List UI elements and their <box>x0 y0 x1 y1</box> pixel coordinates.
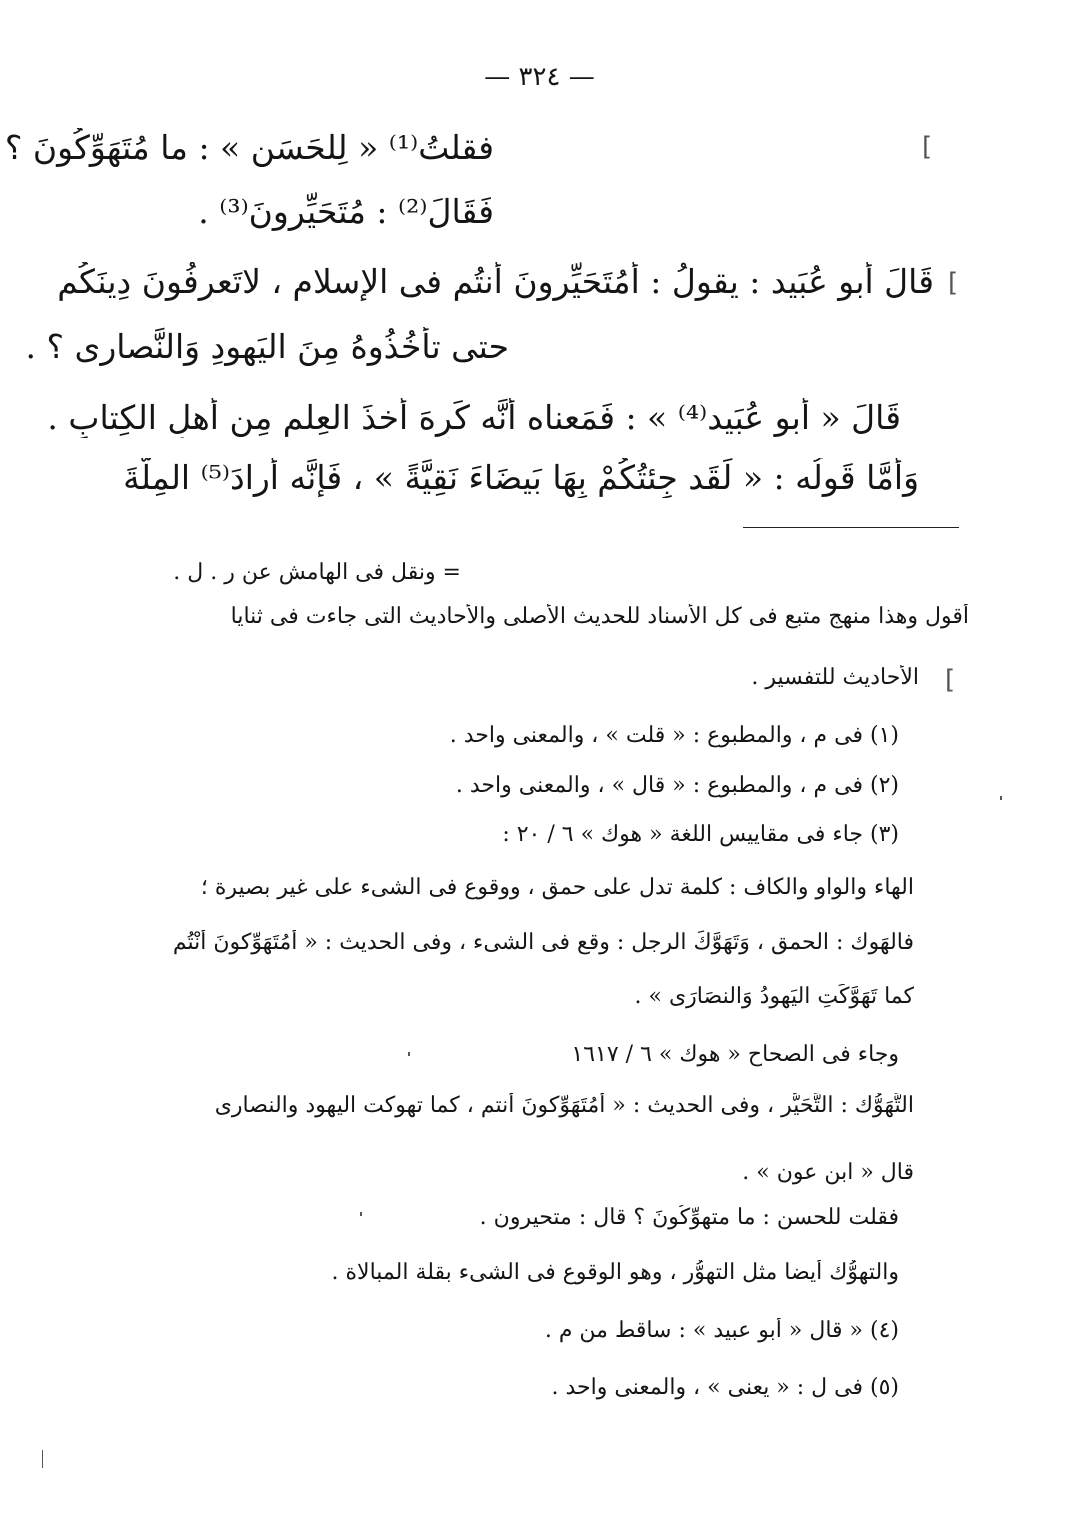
footnote-line: فالهَوك : الحمق ، وَتَهَوَّكَ الرجل : وقع فى الشىء ، وفى الحديث : « أَمُتَهَوِّكونَ أَنْتُم <box>172 930 914 955</box>
scan-speck <box>360 1212 362 1216</box>
footnote-line: التَّهَوُّك : التَّحَيُّر ، وفى الحديث : « أَمُتَهَوِّكونَ أنتم ، كما تهوكت اليهود والنصارى <box>214 1093 914 1118</box>
footnote-line: (٥) فى ل : « يعنى » ، والمعنى واحد . <box>551 1375 899 1400</box>
main-text-line: قَالَ أَبو عُبَيد : يقولُ : أَمُتَحَيِّرونَ أَنتُم فى الإسلامِ ، لاتَعرِفُونَ دِينَكُم <box>57 262 934 301</box>
main-text-line: حتى تأْخُذُوهُ مِنَ اليَهودِ وَالنَّصارى ؟ . <box>25 327 509 366</box>
footnote-line: الهاء والواو والكاف : كلمة تدل على حمق ، ووقوع فى الشىء على غير بصيرة ؛ <box>200 875 914 900</box>
footnote-line: الأحاديث للتفسير . <box>751 665 919 690</box>
footnote-line: (٤) « قال « أبو عبيد » : ساقط من م . <box>544 1318 899 1343</box>
footnote-line: وجاء فى الصحاح « هوك » ٦ / ١٦١٧ <box>571 1042 899 1067</box>
scan-speck <box>408 1052 410 1056</box>
footnote-line: = ونقل فى الهامش عن ر . ل . <box>173 560 461 585</box>
main-text-line: وَأَمَّا قَولُه : « لَقَد جِئتُكُمْ بِهَا بَيضَاءَ نَقِيَّةً » ، فَإِنَّه أَرادَ⁽⁵⁾ المِلَّةَ <box>123 458 919 497</box>
footnote-line: قال « ابن عون » . <box>742 1160 914 1185</box>
scan-speck <box>42 1450 43 1468</box>
footnote-separator <box>743 527 959 528</box>
main-text-line: قَالَ « أبو عُبَيد⁽⁴⁾ » : فَمَعناه أَنَّه كَرِهَ أَخذَ العِلمِ مِن أَهلِ الكِتابِ . <box>47 398 901 437</box>
footnote-line: أقول وهذا منهج متبع فى كل الأسناد للحديث الأصلى والأحاديث التى جاءت فى ثنايا <box>230 604 969 629</box>
main-text-line: فقلتُ⁽¹⁾ « لِلحَسَن » : ما مُتَهَوِّكُونَ ؟ <box>4 128 494 167</box>
main-text-line: فَقَالَ⁽²⁾ : مُتَحَيِّرونَ⁽³⁾ . <box>198 192 494 231</box>
margin-bracket: [ <box>922 132 933 162</box>
margin-bracket: [ <box>945 665 956 695</box>
margin-bracket: [ <box>948 268 959 298</box>
footnote-line: فقلت للحسن : ما متهوِّكُونَ ؟ قال : متحيرون . <box>479 1205 899 1230</box>
footnote-line: كما تَهَوَّكَتِ اليَهودُ وَالنصَارَى » . <box>634 984 914 1009</box>
footnote-line: (١) فى م ، والمطبوع : « قلت » ، والمعنى واحد . <box>449 723 899 748</box>
footnote-line: (٣) جاء فى مقاييس اللغة « هوك » ٦ / ٢٠ : <box>502 822 899 847</box>
scan-speck <box>1000 796 1002 800</box>
footnote-line: (٢) فى م ، والمطبوع : « قال » ، والمعنى واحد . <box>455 773 899 798</box>
page-number: — ٣٢٤ — <box>484 62 595 92</box>
footnote-line: والتهوُّك أيضا مثل التهوُّر ، وهو الوقوع فى الشىء بقلة المبالاة . <box>331 1260 899 1285</box>
